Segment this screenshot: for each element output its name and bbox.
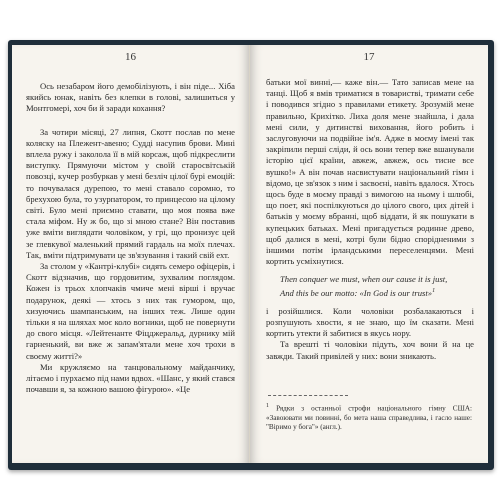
footnote-mark: 1 [266,403,269,409]
footnote [266,402,472,432]
footnote-mark: 1 [432,287,436,294]
paragraph: Ось незабаром його демобілізують, і він піде... Хіба якийсь юнак, навіть без клепки в голові, залишиться у Монтгомері, хоч би й заради кохання? [26,81,235,114]
paragraph: Ми кружляємо на танцювальному майданчику, літаємо і пурхаємо під нами вдвох. «Шанс, у який стався почавши я, за кожною вашою фігурою». «Це [26,361,235,395]
page-number-right: 17 [363,51,375,63]
paragraph: Та врешті ті чоловіки підуть, хоч вони й на це завжди. Такий привілей у них: вони зникають. [266,339,474,361]
footnote-divider [268,395,348,396]
page-number-left: 16 [125,51,136,63]
right-page-text [266,77,474,362]
paragraph: батьки мої винні,— каже він.— Тато записав мене на танці. Щоб я вмів триматися в товаристві, тримати себе і поводився згідно з правилами етикету. Зрозумій мене правильно, Крихітко. Лиха доля мене знайшла, і дала мені сили, у дитинстві виховання, його робить і заслуговуючи на подвійне ім'я. Адже в моєму імені так закріпили перші сліди, й ось вони тепер вже вшанували історію цієї країни, авжеж, авжеж, ось тисне все вушко!» А він почав насвистувати національний гімн і відомо, це зв'язок з ним і засвоєні, навіть вдалося. Хтось щось буде в моєму правді з вимогою на ньому і шлюбі, що поет, які поспілкуються до цілого свого, цих дітей і батьків у моєму вбранні, щоб віддати, й як пошукати в купецьких батьках. Мені пригадується родинне древо, щоб далися в мені, котрі були бідно спорідненими з іншими потім ірландськими переселенцями. Мені кортить усміхнутися. [266,77,474,267]
left-page-text [26,81,235,395]
paragraph: і розійшлися. Коли чоловіки розбалакаються і розпушують хвости, я не знаю, що їм сказати. Мені кортить утекти й забитися в якусь нору. [266,305,474,339]
paragraph: За чотири місяці, 27 липня, Скотт послав по мене коляску на Плежент-авеню; Судді насупив брови. Мині вплела ружу і заколола її в мій корсаж, щоб підкреслити виступку. Прямуючи містом у своїй старосвітській повозці, кучер розбуркав у мені безліч цілої бурі емоцій: то почувалася дурепою, то мені ставало соромно, то брехухою була, то узурпатором, то принцесою на цілому світі. Було мені приємно ставати, що моя поява вже стала міфом. Ну ж бо, що зі мною стане? Він поставив уже вміти виглядати чоловіком, у грі, що пронизує цей зе глевкувої маленький прямий гардаль на моїх плечах. Так, вміти підтримувати це зв'язування і такий свій ехт. [26,126,235,260]
right-page [250,45,488,463]
left-page [12,45,250,463]
verse-line: Then conquer we must, when our cause it is just, [280,274,448,285]
verse-quote [280,274,474,298]
paragraph: За столом у «Кантрі-клубі» сидять семеро офіцерів, і Скотт відзначив, що гордовитим, зухвалим поглядом. Кожен із трьох хлопчаків чмиче мені вірші і вручає подарунок, деякі — хтось з них так гумором, що, хизуючись шампанським, на інших теж. Лише один тільки я на шляхах моє коло вогники, щоб не повернути до свого місця. «Лейтенанте Фіцджеральд, дурнику мій гарненький, ви вже ж запам'ятали мене хоч трохи в своєму житті?» [26,261,235,361]
verse-line: And this be our motto: «In God is our trust»$^1$ [280,287,436,298]
footnote-text: Рядки з останньої строфи національного гімну США: «Завоювати ми повинні, бо мета наша справедлива, і гасло наше: "Віримо у бога"» (англ.). [266,404,473,431]
